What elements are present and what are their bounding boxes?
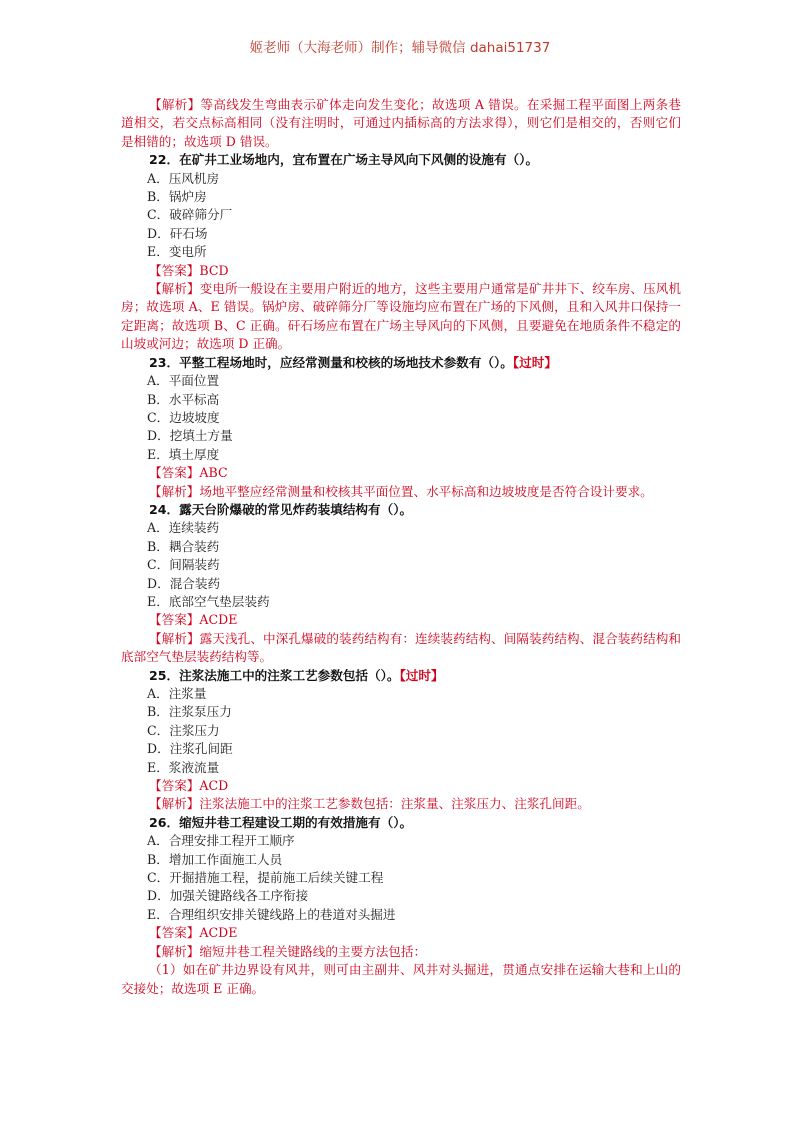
option-c: C．开掘措施工程，提前施工后续关键工程 xyxy=(147,870,384,886)
question-24 xyxy=(121,501,681,667)
option-a: A．注浆量 xyxy=(147,686,207,701)
question-22 xyxy=(121,151,681,353)
option-b: B．注浆泵压力 xyxy=(147,704,232,720)
analysis: 【解析】变电所一般设在主要用户附近的地方，这些主要用户通常是矿井井下、绞车房、压风机房；故选项 A、E 错误。锅炉房、破碎筛分厂等设施均应布置在广场的下风侧，且和入风井口保持一定距离；故选项 B、C 正确。矸石场应布置在广场主导风向的下风侧，且要避免在地质条件不稳定的山坡或河边；故选项 D 正确。 xyxy=(121,281,681,352)
intro-analysis: 【解析】等高线发生弯曲表示矿体走向发生变化；故选项 A 错误。在采掘工程平面图上两条巷道相交，若交点标高相同（没有注明时，可通过内插标高的方法求得），则它们是相交的，否则它们是相错的；故选项 D 错误。 xyxy=(121,97,681,149)
option-e: E．底部空气垫层装药 xyxy=(147,593,270,609)
question-title: 23．平整工程场地时，应经常测量和校核的场地技术参数有（）。 xyxy=(149,354,513,370)
answer: 【答案】ACD xyxy=(149,778,229,794)
option-e: E．合理组织安排关键线路上的巷道对头掘进 xyxy=(147,906,396,922)
option-b: B．耦合装药 xyxy=(147,538,220,554)
option-c: C．边坡坡度 xyxy=(147,409,220,425)
answer: 【答案】BCD xyxy=(149,262,229,278)
option-e: E．浆液流量 xyxy=(147,759,220,775)
option-d: D．矸石场 xyxy=(147,225,208,241)
option-e: E．填土厚度 xyxy=(147,446,220,462)
outdated-tag: 【过时】 xyxy=(399,667,444,683)
answer: 【答案】ABC xyxy=(149,465,228,481)
option-b: B．增加工作面施工人员 xyxy=(147,851,283,867)
question-title: 24．露天台阶爆破的常见炸药装填结构有（）。 xyxy=(149,501,413,517)
option-e: E．变电所 xyxy=(147,244,207,260)
option-d: D．混合装药 xyxy=(147,575,221,591)
question-title: 25．注浆法施工中的注浆工艺参数包括（）。 xyxy=(149,667,400,683)
answer: 【答案】ACDE xyxy=(149,925,238,941)
question-25 xyxy=(121,667,681,814)
question-title: 26．缩短井巷工程建设工期的有效措施有（）。 xyxy=(149,814,413,830)
option-d: D．加强关键路线各工序衔接 xyxy=(147,888,309,904)
option-c: C．破碎筛分厂 xyxy=(147,207,233,223)
page-header: 姬老师（大海老师）制作；辅导微信 dahai51737 xyxy=(249,40,551,56)
option-a: A．连续装药 xyxy=(147,520,220,536)
analysis-extra: （1）如在矿井边界设有风井，则可由主副井、风井对头掘进，贯通点安排在运输大巷和上山的交接处；故选项 E 正确。 xyxy=(121,962,681,996)
question-title: 22．在矿井工业场地内，宜布置在广场主导风向下风侧的设施有（）。 xyxy=(149,152,539,168)
analysis: 【解析】场地平整应经常测量和校核其平面位置、水平标高和边坡坡度是否符合设计要求。 xyxy=(149,483,653,499)
answer: 【答案】ACDE xyxy=(149,612,238,628)
option-a: A．平面位置 xyxy=(147,373,220,389)
document-body xyxy=(121,96,681,998)
analysis: 【解析】注浆法施工中的注浆工艺参数包括：注浆量、注浆压力、注浆孔间距。 xyxy=(149,796,590,812)
option-d: D．注浆孔间距 xyxy=(147,741,233,757)
outdated-tag: 【过时】 xyxy=(512,354,557,370)
option-c: C．注浆压力 xyxy=(147,722,220,738)
option-a: A．压风机房 xyxy=(147,170,220,186)
analysis: 【解析】露天浅孔、中深孔爆破的装药结构有：连续装药结构、间隔装药结构、混合装药结构和底部空气垫层装药结构等。 xyxy=(121,630,681,665)
option-c: C．间隔装药 xyxy=(147,557,220,573)
option-b: B．水平标高 xyxy=(147,391,220,407)
option-b: B．锅炉房 xyxy=(147,189,207,205)
analysis: 【解析】缩短井巷工程关键路线的主要方法包括： xyxy=(149,943,427,959)
question-26 xyxy=(121,814,681,998)
option-a: A．合理安排工程开工顺序 xyxy=(147,833,295,849)
question-23 xyxy=(121,354,681,501)
option-d: D．挖填土方量 xyxy=(147,428,233,444)
